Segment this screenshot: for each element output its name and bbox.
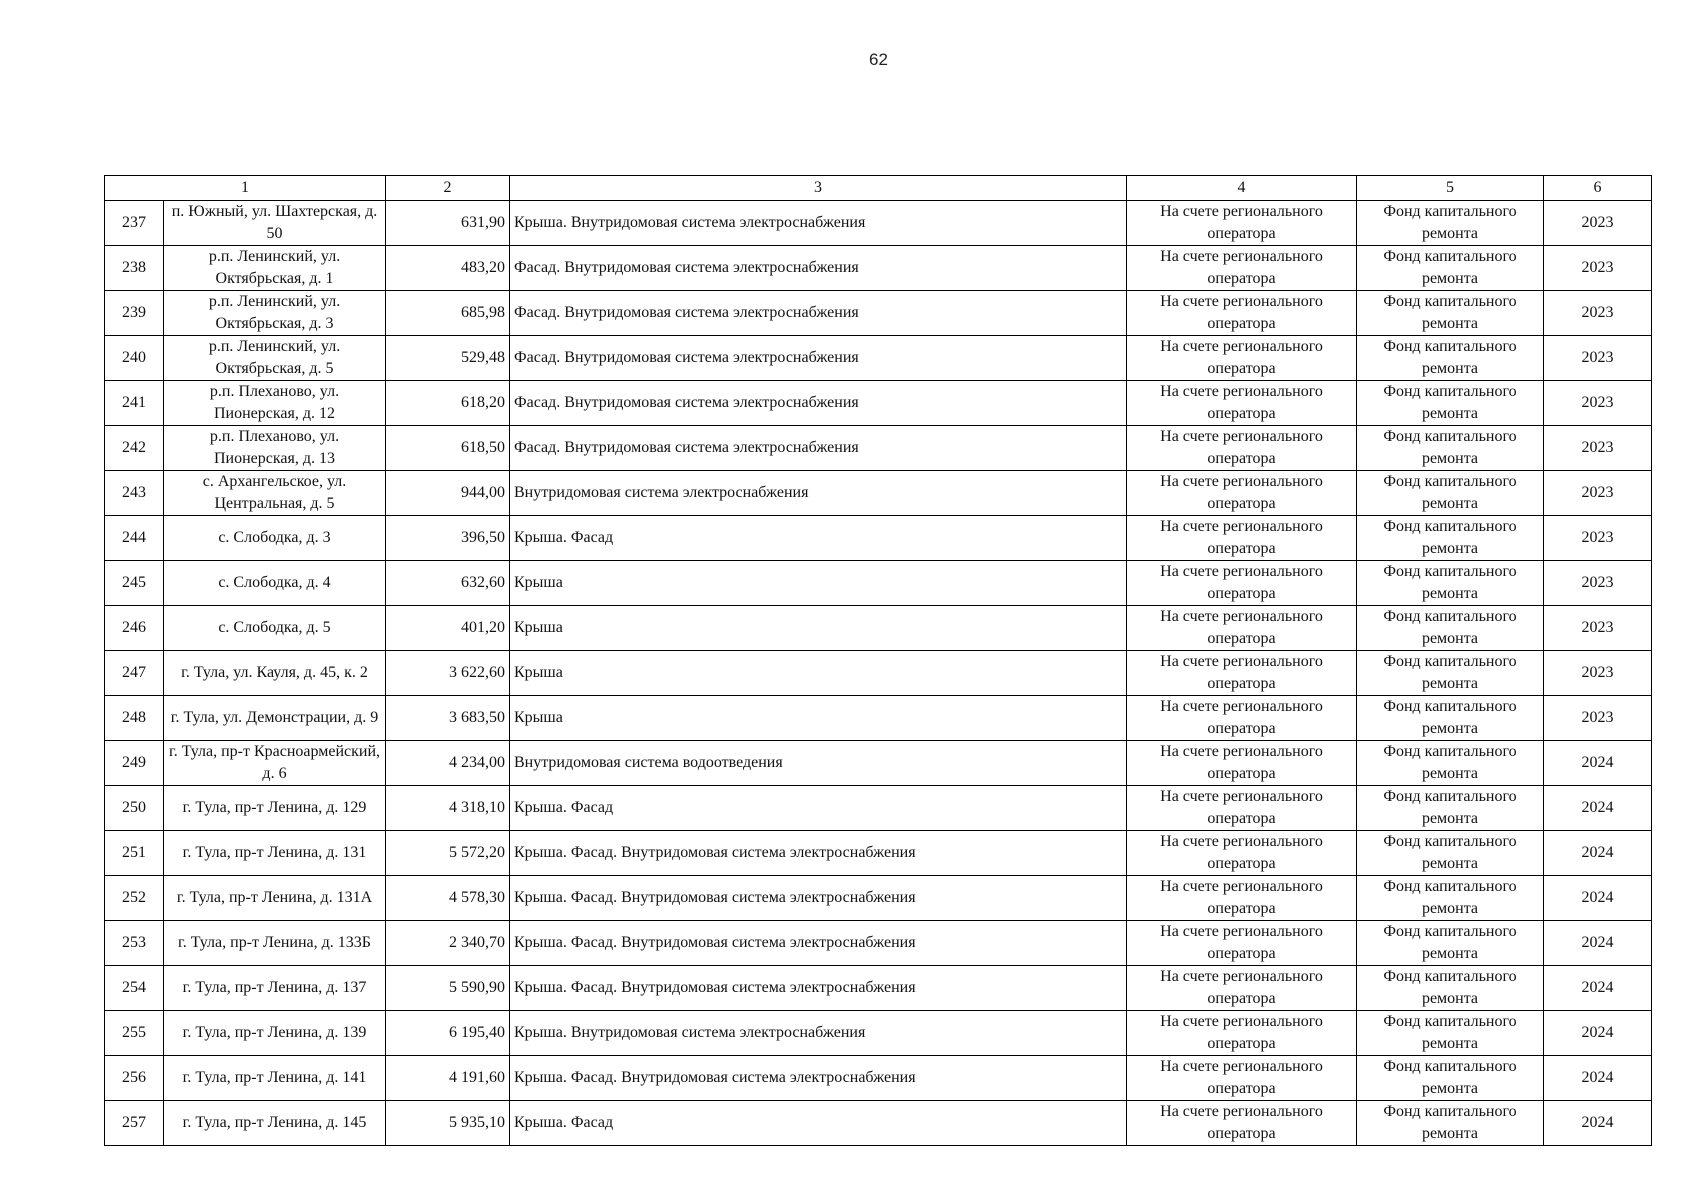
funding-source-cell: Фонд капитального ремонта	[1357, 921, 1544, 966]
year-cell: 2024	[1544, 741, 1652, 786]
funding-source-cell: Фонд капитального ремонта	[1357, 246, 1544, 291]
funding-source-cell: Фонд капитального ремонта	[1357, 336, 1544, 381]
row-number-cell: 237	[105, 201, 164, 246]
area-cell: 3 622,60	[386, 651, 510, 696]
works-cell: Крыша. Фасад	[510, 516, 1127, 561]
table-row	[105, 921, 1652, 966]
account-cell: На счете регионального оператора	[1127, 471, 1357, 516]
address-cell: г. Тула, пр-т Ленина, д. 141	[164, 1056, 386, 1101]
works-cell: Фасад. Внутридомовая система электроснабжения	[510, 336, 1127, 381]
year-cell: 2023	[1544, 336, 1652, 381]
area-cell: 2 340,70	[386, 921, 510, 966]
area-cell: 5 572,20	[386, 831, 510, 876]
works-cell: Крыша	[510, 651, 1127, 696]
address-cell: г. Тула, пр-т Ленина, д. 131	[164, 831, 386, 876]
account-cell: На счете регионального оператора	[1127, 201, 1357, 246]
account-cell: На счете регионального оператора	[1127, 246, 1357, 291]
row-number-cell: 256	[105, 1056, 164, 1101]
account-cell: На счете регионального оператора	[1127, 1101, 1357, 1146]
row-number-cell: 249	[105, 741, 164, 786]
year-cell: 2024	[1544, 831, 1652, 876]
row-number-cell: 241	[105, 381, 164, 426]
account-cell: На счете регионального оператора	[1127, 786, 1357, 831]
row-number-cell: 254	[105, 966, 164, 1011]
address-cell: с. Слободка, д. 4	[164, 561, 386, 606]
table-row	[105, 606, 1652, 651]
funding-source-cell: Фонд капитального ремонта	[1357, 696, 1544, 741]
row-number-cell: 252	[105, 876, 164, 921]
address-cell: г. Тула, ул. Кауля, д. 45, к. 2	[164, 651, 386, 696]
column-header-6: 6	[1544, 176, 1652, 201]
area-cell: 4 578,30	[386, 876, 510, 921]
works-cell: Крыша. Фасад. Внутридомовая система электроснабжения	[510, 966, 1127, 1011]
area-cell: 5 935,10	[386, 1101, 510, 1146]
funding-source-cell: Фонд капитального ремонта	[1357, 561, 1544, 606]
table-row	[105, 966, 1652, 1011]
area-cell: 5 590,90	[386, 966, 510, 1011]
area-cell: 4 234,00	[386, 741, 510, 786]
address-cell: г. Тула, пр-т Ленина, д. 137	[164, 966, 386, 1011]
area-cell: 618,20	[386, 381, 510, 426]
address-cell: г. Тула, пр-т Ленина, д. 139	[164, 1011, 386, 1056]
row-number-cell: 246	[105, 606, 164, 651]
address-cell: г. Тула, пр-т Ленина, д. 131А	[164, 876, 386, 921]
column-header-1: 1	[105, 176, 386, 201]
table-row	[105, 471, 1652, 516]
row-number-cell: 257	[105, 1101, 164, 1146]
table-row	[105, 561, 1652, 606]
table-row	[105, 381, 1652, 426]
year-cell: 2023	[1544, 696, 1652, 741]
year-cell: 2023	[1544, 516, 1652, 561]
column-number-row	[105, 176, 1652, 201]
area-cell: 685,98	[386, 291, 510, 336]
table-row	[105, 246, 1652, 291]
row-number-cell: 250	[105, 786, 164, 831]
account-cell: На счете регионального оператора	[1127, 741, 1357, 786]
works-cell: Внутридомовая система водоотведения	[510, 741, 1127, 786]
row-number-cell: 244	[105, 516, 164, 561]
funding-source-cell: Фонд капитального ремонта	[1357, 1056, 1544, 1101]
works-cell: Фасад. Внутридомовая система электроснабжения	[510, 426, 1127, 471]
address-cell: г. Тула, пр-т Ленина, д. 129	[164, 786, 386, 831]
row-number-cell: 239	[105, 291, 164, 336]
area-cell: 3 683,50	[386, 696, 510, 741]
column-header-3: 3	[510, 176, 1127, 201]
row-number-cell: 251	[105, 831, 164, 876]
address-cell: р.п. Плеханово, ул. Пионерская, д. 12	[164, 381, 386, 426]
address-cell: г. Тула, пр-т Красноармейский, д. 6	[164, 741, 386, 786]
table-row	[105, 1011, 1652, 1056]
funding-source-cell: Фонд капитального ремонта	[1357, 966, 1544, 1011]
works-cell: Фасад. Внутридомовая система электроснабжения	[510, 291, 1127, 336]
year-cell: 2023	[1544, 246, 1652, 291]
works-cell: Крыша. Фасад. Внутридомовая система электроснабжения	[510, 876, 1127, 921]
account-cell: На счете регионального оператора	[1127, 966, 1357, 1011]
area-cell: 631,90	[386, 201, 510, 246]
account-cell: На счете регионального оператора	[1127, 381, 1357, 426]
account-cell: На счете регионального оператора	[1127, 1056, 1357, 1101]
address-cell: с. Слободка, д. 5	[164, 606, 386, 651]
works-cell: Крыша	[510, 696, 1127, 741]
account-cell: На счете регионального оператора	[1127, 291, 1357, 336]
works-cell: Крыша	[510, 606, 1127, 651]
funding-source-cell: Фонд капитального ремонта	[1357, 1011, 1544, 1056]
table-row	[105, 831, 1652, 876]
address-cell: г. Тула, пр-т Ленина, д. 145	[164, 1101, 386, 1146]
funding-source-cell: Фонд капитального ремонта	[1357, 876, 1544, 921]
address-cell: г. Тула, ул. Демонстрации, д. 9	[164, 696, 386, 741]
account-cell: На счете регионального оператора	[1127, 876, 1357, 921]
area-cell: 618,50	[386, 426, 510, 471]
account-cell: На счете регионального оператора	[1127, 921, 1357, 966]
account-cell: На счете регионального оператора	[1127, 831, 1357, 876]
funding-source-cell: Фонд капитального ремонта	[1357, 651, 1544, 696]
table-row	[105, 1101, 1652, 1146]
year-cell: 2023	[1544, 426, 1652, 471]
funding-source-cell: Фонд капитального ремонта	[1357, 786, 1544, 831]
table-row	[105, 201, 1652, 246]
works-cell: Крыша	[510, 561, 1127, 606]
table-body	[105, 201, 1652, 1146]
area-cell: 4 191,60	[386, 1056, 510, 1101]
works-cell: Крыша. Фасад. Внутридомовая система электроснабжения	[510, 921, 1127, 966]
area-cell: 396,50	[386, 516, 510, 561]
table-row	[105, 336, 1652, 381]
table-row	[105, 696, 1652, 741]
year-cell: 2023	[1544, 201, 1652, 246]
table-row	[105, 1056, 1652, 1101]
account-cell: На счете регионального оператора	[1127, 651, 1357, 696]
year-cell: 2023	[1544, 561, 1652, 606]
table-row	[105, 291, 1652, 336]
account-cell: На счете регионального оператора	[1127, 561, 1357, 606]
row-number-cell: 255	[105, 1011, 164, 1056]
funding-source-cell: Фонд капитального ремонта	[1357, 291, 1544, 336]
funding-source-cell: Фонд капитального ремонта	[1357, 741, 1544, 786]
year-cell: 2024	[1544, 1101, 1652, 1146]
year-cell: 2024	[1544, 1011, 1652, 1056]
works-cell: Крыша. Внутридомовая система электроснабжения	[510, 201, 1127, 246]
account-cell: На счете регионального оператора	[1127, 606, 1357, 651]
funding-source-cell: Фонд капитального ремонта	[1357, 201, 1544, 246]
page-number: 62	[869, 50, 888, 69]
column-header-4: 4	[1127, 176, 1357, 201]
year-cell: 2024	[1544, 966, 1652, 1011]
row-number-cell: 238	[105, 246, 164, 291]
area-cell: 4 318,10	[386, 786, 510, 831]
address-cell: г. Тула, пр-т Ленина, д. 133Б	[164, 921, 386, 966]
funding-source-cell: Фонд капитального ремонта	[1357, 606, 1544, 651]
funding-source-cell: Фонд капитального ремонта	[1357, 516, 1544, 561]
table-row	[105, 651, 1652, 696]
works-cell: Фасад. Внутридомовая система электроснабжения	[510, 381, 1127, 426]
address-cell: р.п. Ленинский, ул. Октябрьская, д. 3	[164, 291, 386, 336]
funding-source-cell: Фонд капитального ремонта	[1357, 1101, 1544, 1146]
capital-repair-table	[104, 175, 1652, 1146]
account-cell: На счете регионального оператора	[1127, 696, 1357, 741]
address-cell: р.п. Ленинский, ул. Октябрьская, д. 5	[164, 336, 386, 381]
column-header-2: 2	[386, 176, 510, 201]
row-number-cell: 245	[105, 561, 164, 606]
funding-source-cell: Фонд капитального ремонта	[1357, 831, 1544, 876]
account-cell: На счете регионального оператора	[1127, 426, 1357, 471]
table-row	[105, 426, 1652, 471]
year-cell: 2023	[1544, 291, 1652, 336]
row-number-cell: 253	[105, 921, 164, 966]
works-cell: Крыша. Фасад	[510, 1101, 1127, 1146]
year-cell: 2023	[1544, 381, 1652, 426]
year-cell: 2024	[1544, 921, 1652, 966]
works-cell: Фасад. Внутридомовая система электроснабжения	[510, 246, 1127, 291]
address-cell: п. Южный, ул. Шахтерская, д. 50	[164, 201, 386, 246]
account-cell: На счете регионального оператора	[1127, 336, 1357, 381]
works-cell: Крыша. Фасад. Внутридомовая система электроснабжения	[510, 1056, 1127, 1101]
year-cell: 2024	[1544, 786, 1652, 831]
year-cell: 2023	[1544, 606, 1652, 651]
works-cell: Внутридомовая система электроснабжения	[510, 471, 1127, 516]
area-cell: 483,20	[386, 246, 510, 291]
area-cell: 944,00	[386, 471, 510, 516]
address-cell: р.п. Плеханово, ул. Пионерская, д. 13	[164, 426, 386, 471]
area-cell: 401,20	[386, 606, 510, 651]
table-row	[105, 876, 1652, 921]
area-cell: 632,60	[386, 561, 510, 606]
year-cell: 2023	[1544, 471, 1652, 516]
account-cell: На счете регионального оператора	[1127, 1011, 1357, 1056]
row-number-cell: 243	[105, 471, 164, 516]
year-cell: 2024	[1544, 876, 1652, 921]
area-cell: 6 195,40	[386, 1011, 510, 1056]
year-cell: 2023	[1544, 651, 1652, 696]
works-cell: Крыша. Внутридомовая система электроснабжения	[510, 1011, 1127, 1056]
address-cell: с. Слободка, д. 3	[164, 516, 386, 561]
funding-source-cell: Фонд капитального ремонта	[1357, 426, 1544, 471]
address-cell: р.п. Ленинский, ул. Октябрьская, д. 1	[164, 246, 386, 291]
table-row	[105, 741, 1652, 786]
year-cell: 2024	[1544, 1056, 1652, 1101]
row-number-cell: 242	[105, 426, 164, 471]
row-number-cell: 247	[105, 651, 164, 696]
row-number-cell: 248	[105, 696, 164, 741]
table-row	[105, 516, 1652, 561]
works-cell: Крыша. Фасад. Внутридомовая система электроснабжения	[510, 831, 1127, 876]
works-cell: Крыша. Фасад	[510, 786, 1127, 831]
funding-source-cell: Фонд капитального ремонта	[1357, 471, 1544, 516]
area-cell: 529,48	[386, 336, 510, 381]
address-cell: с. Архангельское, ул. Центральная, д. 5	[164, 471, 386, 516]
column-header-5: 5	[1357, 176, 1544, 201]
row-number-cell: 240	[105, 336, 164, 381]
funding-source-cell: Фонд капитального ремонта	[1357, 381, 1544, 426]
table-row	[105, 786, 1652, 831]
account-cell: На счете регионального оператора	[1127, 516, 1357, 561]
